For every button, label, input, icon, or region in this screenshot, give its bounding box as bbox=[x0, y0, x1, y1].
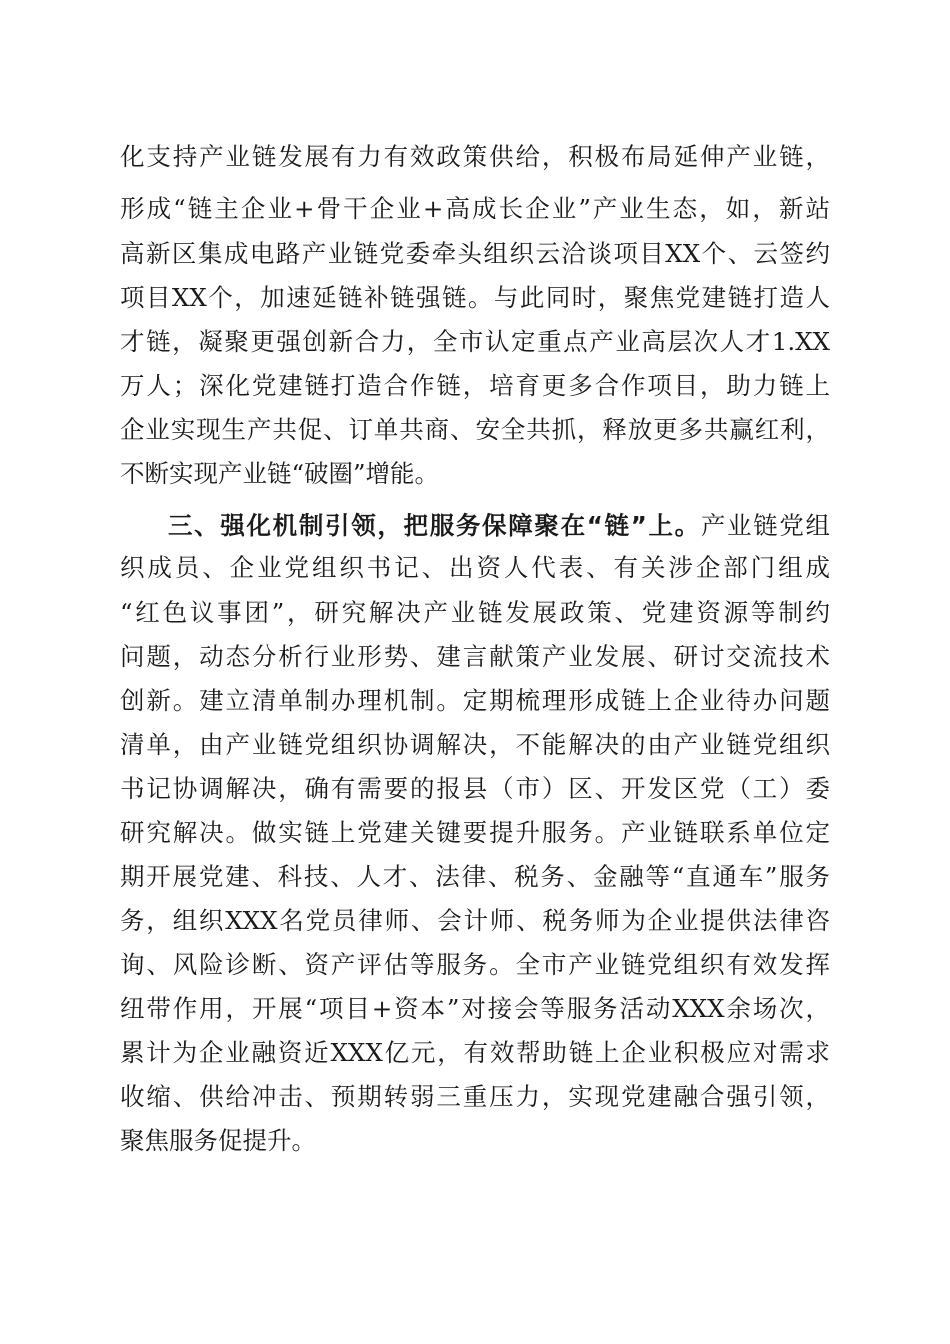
paragraph-1-line-4: 项目XX个，加速延链补链强链。与此同时，聚焦党建链打造人 bbox=[120, 283, 830, 312]
paragraph-1-line-3: 高新区集成电路产业链党委牵头组织云洽谈项目XX个、云签约 bbox=[120, 239, 830, 268]
paragraph-1-line-6: 万人；深化党建链打造合作链，培育更多合作项目，助力链上 bbox=[120, 371, 830, 400]
paragraph-2-line-12: 纽带作用，开展“项目+资本”对接会等服务活动XXX余场次， bbox=[120, 994, 830, 1023]
paragraph-2-line-6: 清单，由产业链党组织协调解决，不能解决的由产业链党组织 bbox=[120, 730, 830, 759]
paragraph-2-line-2: 织成员、企业党组织书记、出资人代表、有关涉企部门组成 bbox=[120, 553, 830, 582]
paragraph-2-line-5: 创新。建立清单制办理机制。定期梳理形成链上企业待办问题 bbox=[120, 686, 830, 715]
paragraph-2-line-9: 期开展党建、科技、人才、法律、税务、金融等“直通车”服务 bbox=[120, 862, 830, 891]
paragraph-2-line-13: 累计为企业融资近XXX亿元，有效帮助链上企业积极应对需求 bbox=[120, 1038, 830, 1067]
paragraph-2-line-3: “红色议事团”，研究解决产业链发展政策、党建资源等制约 bbox=[120, 598, 830, 627]
paragraph-2-line-8: 研究解决。做实链上党建关键要提升服务。产业链联系单位定 bbox=[120, 818, 830, 847]
paragraph-1-line-5: 才链，凝聚更强创新合力，全市认定重点产业高层次人才1.XX bbox=[120, 327, 830, 356]
section-heading: 三、强化机制引领，把服务保障聚在“链”上。 bbox=[168, 511, 701, 540]
paragraph-2-line-4: 问题，动态分析行业形势、建言献策产业发展、研讨交流技术 bbox=[120, 642, 830, 671]
paragraph-2-line-7: 书记协调解决，确有需要的报县（市）区、开发区党（工）委 bbox=[120, 774, 830, 803]
paragraph-1-line-7: 企业实现生产共促、订单共商、安全共抓，释放更多共赢红利， bbox=[120, 415, 830, 444]
paragraph-2-first-line bbox=[168, 508, 830, 544]
paragraph-2-line-11: 询、风险诊断、资产评估等服务。全市产业链党组织有效发挥 bbox=[120, 950, 830, 979]
paragraph-1-line-2: 形成“链主企业+骨干企业+高成长企业”产业生态，如，新站 bbox=[120, 194, 830, 223]
paragraph-2-line-15: 聚焦服务促提升。 bbox=[120, 1126, 316, 1155]
paragraph-2-line-10: 务，组织XXX名党员律师、会计师、税务师为企业提供法律咨 bbox=[120, 906, 830, 935]
paragraph-1-line-8: 不断实现产业链“破圈”增能。 bbox=[120, 459, 440, 488]
paragraph-1-line-1: 化支持产业链发展有力有效政策供给，积极布局延伸产业链， bbox=[120, 142, 830, 171]
paragraph-2-first-line-rest: 产业链党组 bbox=[700, 511, 830, 540]
paragraph-2-line-14: 收缩、供给冲击、预期转弱三重压力，实现党建融合强引领， bbox=[120, 1082, 830, 1111]
